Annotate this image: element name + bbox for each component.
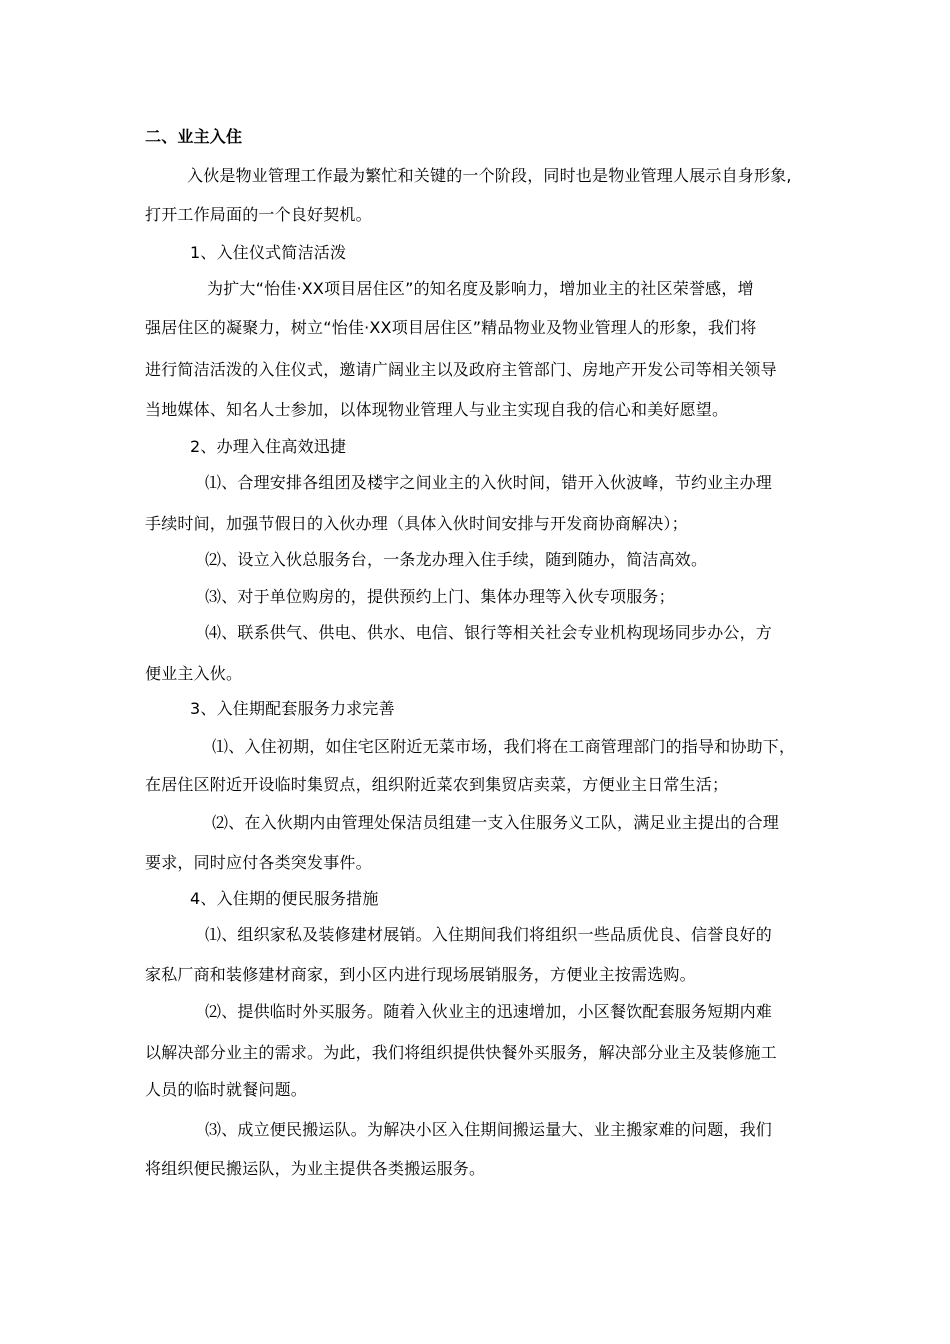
s3-item1-line-2: 在居住区附近开设临时集贸点，组织附近菜农到集贸店卖菜，方便业主日常生活； [145, 775, 729, 794]
intro-line-2: 打开工作局面的一个良好契机。 [145, 205, 372, 224]
s2-item1-line-2: 手续时间，加强节假日的入伙办理（具体入伙时间安排与开发商协商解决）； [145, 514, 688, 533]
s1-para-line-2: 强居住区的凝聚力，树立“怡佳·XX项目居住区”精品物业及物业管理人的形象，我们将 [145, 318, 757, 337]
s1-para-line-4: 当地媒体、知名人士参加，以体现物业管理人与业主实现自我的信心和美好愿望。 [145, 400, 729, 419]
s1-para-line-3: 进行简洁活泼的入住仪式，邀请广阔业主以及政府主管部门、房地产开发公司等相关领导 [145, 360, 777, 379]
subsection-1-title: 1、入住仪式简洁活泼 [190, 243, 347, 262]
s4-item2-line-3: 人员的临时就餐问题。 [145, 1080, 308, 1099]
s4-item1-line-1: ⑴、组织家私及装修建材展销。入住期间我们将组织一些品质优良、信誉良好的 [205, 925, 773, 944]
s4-item2-line-1: ⑵、提供临时外买服务。随着入伙业主的迅速增加，小区餐饮配套服务短期内难 [205, 1002, 773, 1021]
s2-item1-line-1: ⑴、合理安排各组团及楼宇之间业主的入伙时间，错开入伙波峰，节约业主办理 [205, 473, 773, 492]
intro-line-1: 入伙是物业管理工作最为繁忙和关键的一个阶段，同时也是物业管理人展示自身形象, [187, 166, 792, 185]
subsection-2-title: 2、办理入住高效迅捷 [190, 437, 347, 456]
s2-item2: ⑵、设立入伙总服务台，一条龙办理入住手续，随到随办，简洁高效。 [205, 550, 708, 569]
s2-item4-line-2: 便业主入伙。 [145, 664, 243, 683]
s2-item3: ⑶、对于单位购房的，提供预约上门、集体办理等入伙专项服务； [205, 587, 675, 606]
s3-item1-line-1: ⑴、入住初期，如住宅区附近无菜市场，我们将在工商管理部门的指导和协助下， [212, 737, 796, 756]
s4-item1-line-2: 家私厂商和装修建材商家，到小区内进行现场展销服务，方便业主按需选购。 [145, 965, 696, 984]
s4-item3-line-1: ⑶、成立便民搬运队。为解决小区入住期间搬运量大、业主搬家难的问题，我们 [205, 1120, 773, 1139]
s1-para-line-1: 为扩大“怡佳·XX项目居住区”的知名度及影响力，增加业主的社区荣誉感，增 [207, 279, 754, 298]
subsection-4-title: 4、入住期的便民服务措施 [190, 889, 379, 908]
subsection-3-title: 3、入住期配套服务力求完善 [190, 699, 395, 718]
s3-item2-line-1: ⑵、在入伙期内由管理处保洁员组建一支入住服务义工队，满足业主提出的合理 [212, 813, 780, 832]
s2-item4-line-1: ⑷、联系供气、供电、供水、电信、银行等相关社会专业机构现场同步办公，方 [205, 623, 773, 642]
s4-item2-line-2: 以解决部分业主的需求。为此，我们将组织提供快餐外买服务，解决部分业主及装修施工 [145, 1043, 777, 1062]
s4-item3-line-2: 将组织便民搬运队，为业主提供各类搬运服务。 [145, 1159, 486, 1178]
s3-item2-line-2: 要求，同时应付各类突发事件。 [145, 853, 372, 872]
section-heading: 二、业主入住 [145, 127, 243, 146]
